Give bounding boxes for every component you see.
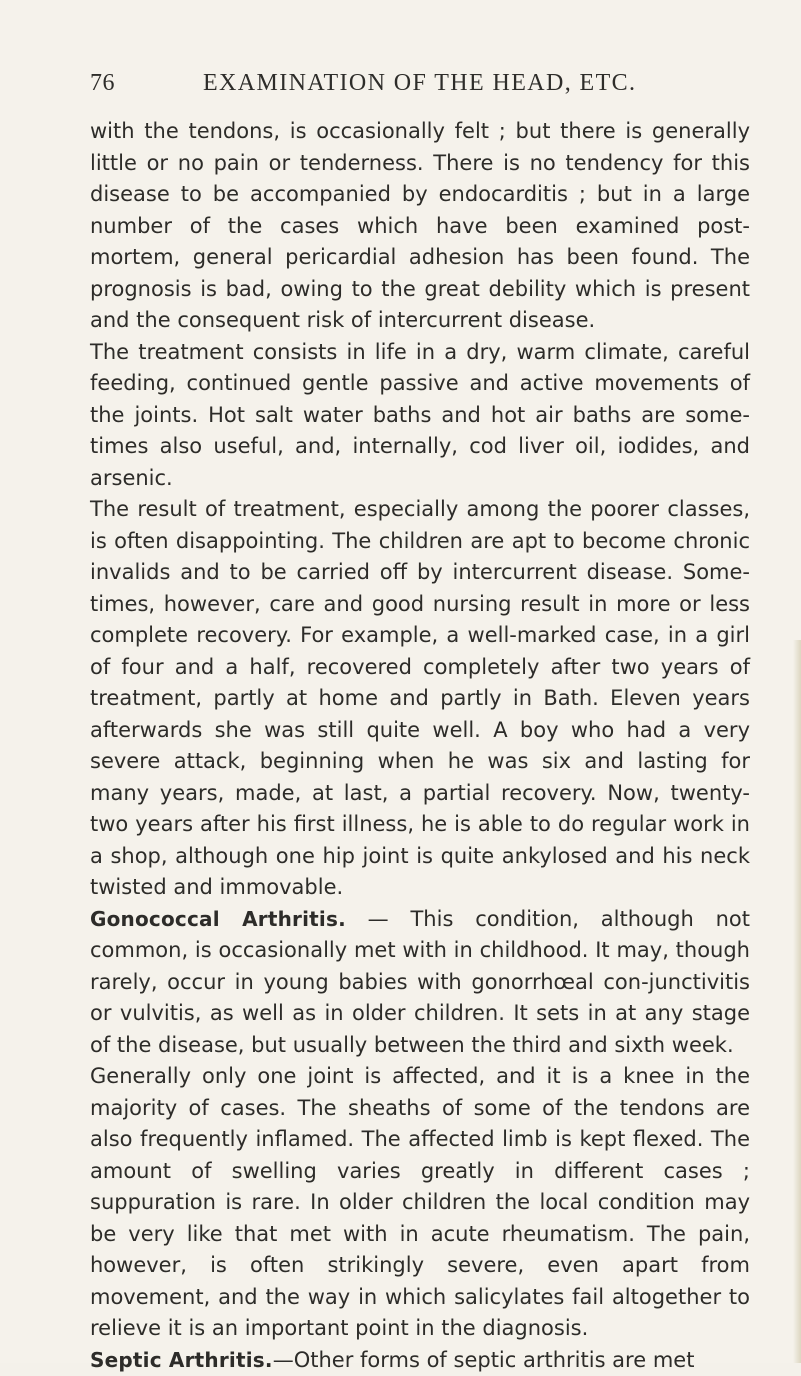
page-number: 76 [90, 70, 115, 97]
paragraph-text: —Other forms of septic arthritis are met [273, 1348, 695, 1372]
paragraph-septic-arthritis [90, 1345, 750, 1376]
paragraph-text: The treatment consists in life in a dry, warm climate, careful feeding, continued gentle passive and active movements of the joints. Hot salt water baths and hot air baths are some-times also useful, and, internally, cod liver oil, iodides, and arsenic. [90, 340, 750, 490]
paragraph-text: Generally only one joint is affected, and it is a knee in the majority of cases. The sheaths of some of the tendons are also frequently inflamed. The affected limb is kept flexed. The amount of swelling varies greatly in different cases ; suppuration is rare. In older children the local condition may be very like that met with in acute rheumatism. The pain, however, is often strikingly severe, even apart from movement, and the way in which salicylates fail altogether to relieve it is an important point in the diagnosis. [90, 1064, 750, 1340]
running-head: EXAMINATION OF THE HEAD, ETC. [203, 70, 636, 97]
paragraph-result-of-treatment [90, 494, 750, 904]
page-edge-shadow [793, 640, 801, 1363]
body-text [90, 116, 750, 1376]
paragraph-text: The result of treatment, especially among the poorer classes, is often disappointing. The children are apt to become chronic invalids and to be carried off by intercurrent disease. Some-times, however, care and good nursing result in more or less complete recovery. For example, a well-marked case, in a girl of four and a half, recovered completely after two years of treatment, partly at home and partly in Bath. Eleven years afterwards she was still quite well. A boy who had a very severe attack, beginning when he was six and lasting for many years, made, at last, a partial recovery. Now, twenty-two years after his first illness, he is able to do regular work in a shop, although one hip joint is quite ankylosed and his neck twisted and immovable. [90, 497, 750, 899]
paragraph-treatment [90, 337, 750, 495]
paragraph-text: — This condition, although not common, is occasionally met with in childhood. It may, though rarely, occur in young babies with gonorrhœal con-junctivitis or vulvitis, as well as in older children. It sets in at any stage of the disease, but usually between the third and sixth week. [90, 907, 750, 1057]
paragraph-gonococcal-arthritis [90, 904, 750, 1062]
page-header [0, 70, 801, 110]
paragraph-text: with the tendons, is occasionally felt ; but there is generally little or no pain or tenderness. There is no tendency for this disease to be accompanied by endocarditis ; but in a large number of the cases which have been examined post-mortem, general pericardial adhesion has been found. The prognosis is bad, owing to the great debility which is present and the consequent risk of intercurrent disease. [90, 119, 750, 332]
paragraph-joint-affected [90, 1061, 750, 1345]
section-heading-septic-arthritis: Septic Arthritis. [90, 1348, 273, 1372]
paragraph-prognosis [90, 116, 750, 337]
section-heading-gonococcal-arthritis: Gonococcal Arthritis. [90, 907, 346, 931]
